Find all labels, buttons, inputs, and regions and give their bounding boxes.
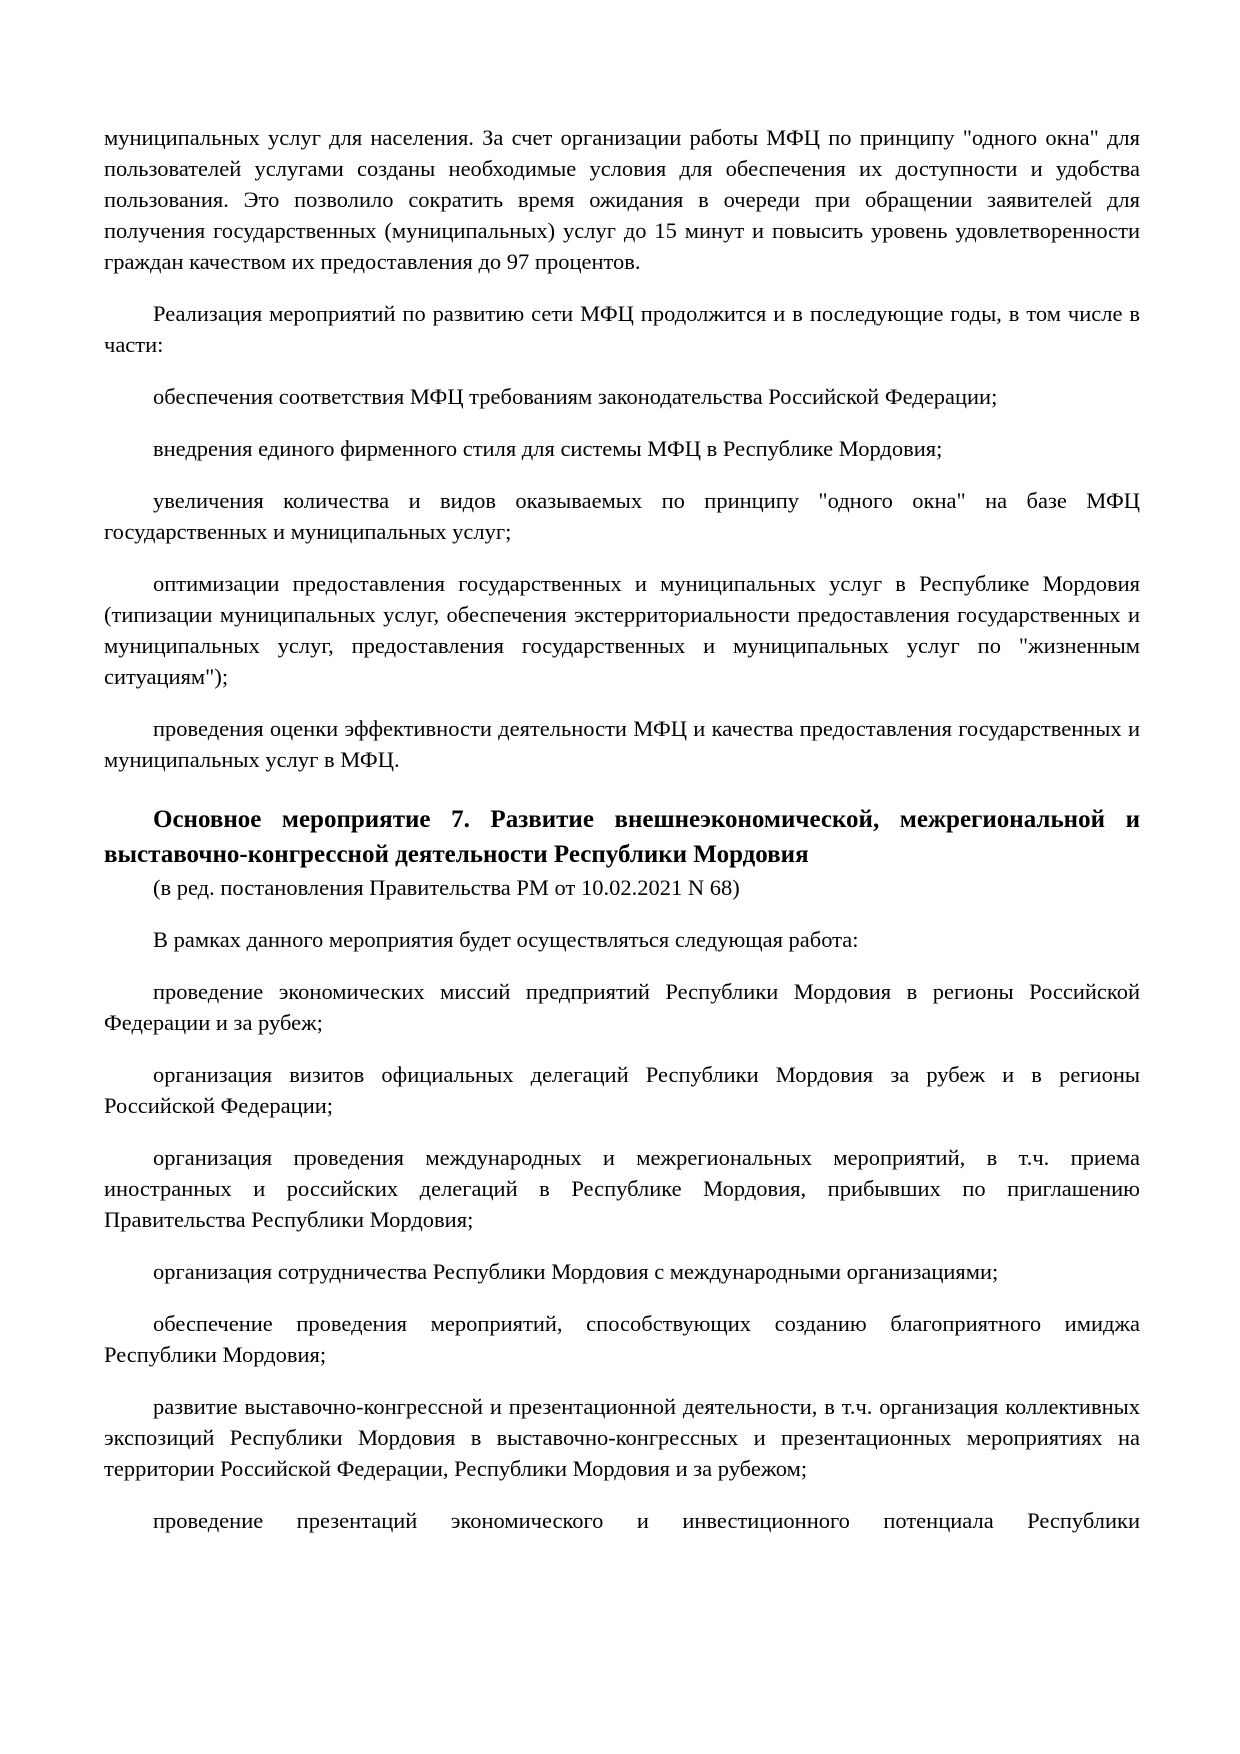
section-heading-main-activity-7: Основное мероприятие 7. Развитие внешнеэкономической, межрегиональной и выставочно-конгрессной деятельности Республики Мордовия <box>104 806 1140 868</box>
paragraph-item-favorable-image: обеспечение проведения мероприятий, способствующих созданию благоприятного имиджа Республики Мордовия; <box>104 1311 1140 1367</box>
paragraph-mfc-one-window: муниципальных услуг для населения. За счет организации работы МФЦ по принципу "одного окна" для пользователей услугами созданы необходимые условия для обеспечения их доступности и удобства пользования. Это позволило сократить время ожидания в очереди при обращении заявителей для получения государственных (муниципальных) услуг до 15 минут и повысить уровень удовлетворенности граждан качеством их предоставления до 97 процентов. <box>104 125 1140 274</box>
paragraph-item-efficiency-evaluation: проведения оценки эффективности деятельности МФЦ и качества предоставления государственных и муниципальных услуг в МФЦ. <box>104 716 1140 772</box>
paragraph-item-international-events: организация проведения международных и межрегиональных мероприятий, в т.ч. приема иностранных и российских делегаций в Республике Мордовия, прибывших по приглашению Правительства Республики Мордовия; <box>104 1145 1140 1232</box>
paragraph-mfc-development-intro: Реализация мероприятий по развитию сети МФЦ продолжится и в последующие годы, в том числе в части: <box>104 301 1140 357</box>
paragraph-item-optimization: оптимизации предоставления государственных и муниципальных услуг в Республике Мордовия (типизации муниципальных услуг, обеспечения экстерриториальности предоставления государственных и муниципальных услуг, предоставления государственных и муниципальных услуг по "жизненным ситуациям"); <box>104 571 1140 689</box>
paragraph-item-official-delegations: организация визитов официальных делегаций Республики Мордовия за рубеж и в регионы Российской Федерации; <box>104 1062 1140 1118</box>
paragraph-item-international-orgs: организация сотрудничества Республики Мордовия с международными организациями; <box>153 1259 999 1284</box>
paragraph-item-exhibition-congress: развитие выставочно-конгрессной и презентационной деятельности, в т.ч. организация коллективных экспозиций Республики Мордовия в выставочно-конгрессных и презентационных мероприятиях на территории Российской Федерации, Республики Мордовия и за рубежом; <box>104 1394 1140 1481</box>
amendment-note: (в ред. постановления Правительства РМ от 10.02.2021 N 68) <box>153 875 740 900</box>
paragraph-item-presentations-cutoff: проведение презентаций экономического и инвестиционного потенциала Республики <box>153 1508 1140 1533</box>
paragraph-item-brand-style: внедрения единого фирменного стиля для системы МФЦ в Республике Мордовия; <box>153 436 943 461</box>
paragraph-activity-intro: В рамках данного мероприятия будет осуществляться следующая работа: <box>153 927 859 952</box>
paragraph-item-economic-missions: проведение экономических миссий предприятий Республики Мордовия в регионы Российской Федерации и за рубеж; <box>104 979 1140 1035</box>
paragraph-item-service-increase: увеличения количества и видов оказываемых по принципу "одного окна" на базе МФЦ государственных и муниципальных услуг; <box>104 488 1140 544</box>
paragraph-item-compliance: обеспечения соответствия МФЦ требованиям законодательства Российской Федерации; <box>153 384 998 409</box>
